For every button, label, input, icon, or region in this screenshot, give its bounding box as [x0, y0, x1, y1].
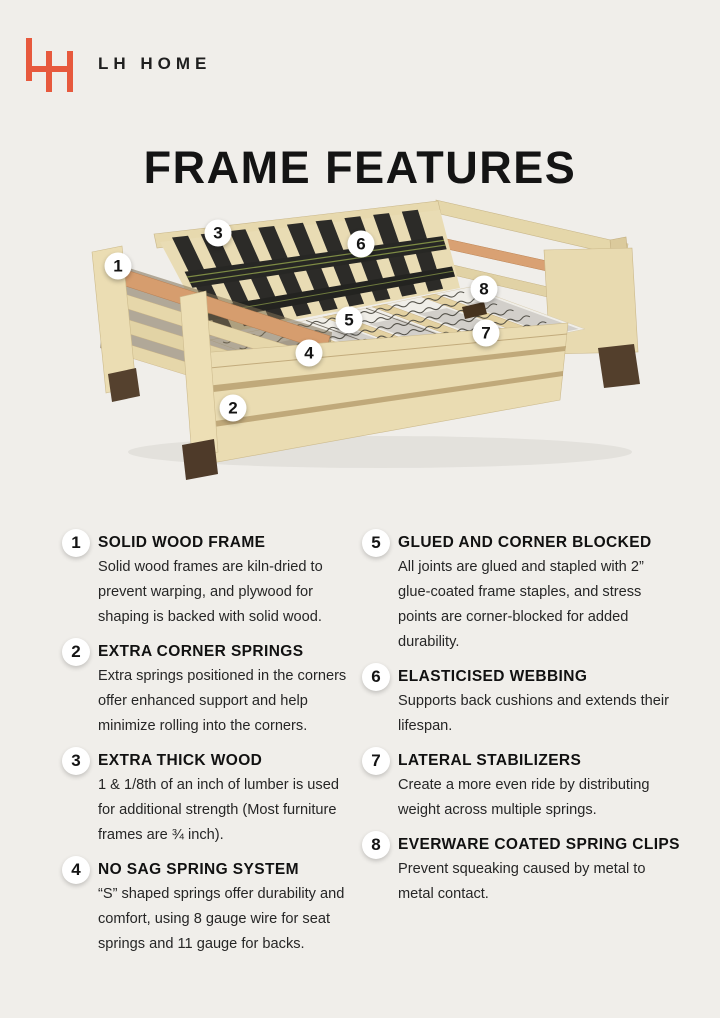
- callout-badge: 4: [296, 340, 323, 367]
- feature-text: [98, 532, 348, 630]
- feature-number-badge: 3: [62, 747, 90, 775]
- feature-number-badge: 2: [62, 638, 90, 666]
- callout-badge: 3: [205, 220, 232, 247]
- callout-badge: 6: [348, 231, 375, 258]
- feature-title: GLUED AND CORNER BLOCKED: [398, 534, 652, 551]
- feature-text: [398, 750, 680, 823]
- feature-body: “S” shaped springs offer durability and comfort, using 8 gauge wire for seat springs and 11 gauge for backs.: [98, 886, 345, 952]
- feature-title: LATERAL STABILIZERS: [398, 752, 582, 769]
- feature-item: [362, 532, 680, 655]
- feature-item: [62, 859, 348, 957]
- callout-badge: 5: [336, 307, 363, 334]
- feature-title: EXTRA CORNER SPRINGS: [98, 643, 304, 660]
- feature-body: All joints are glued and stapled with 2” glue-coated frame staples, and stress points are corner-blocked for added durability.: [398, 559, 644, 650]
- feature-text: [398, 666, 680, 739]
- feature-text: [398, 834, 680, 907]
- feature-item: [362, 750, 680, 823]
- callout-layer: [80, 190, 640, 480]
- feature-column-right: [362, 532, 680, 968]
- feature-title: EXTRA THICK WOOD: [98, 752, 263, 769]
- brand-name: LH HOME: [98, 54, 212, 73]
- feature-item: [62, 750, 348, 848]
- page-title: FRAME FEATURES: [143, 142, 577, 194]
- feature-body: Extra springs positioned in the corners offer enhanced support and help minimize rolling into the corners.: [98, 668, 347, 734]
- feature-item: [362, 834, 680, 907]
- feature-list: [62, 532, 680, 968]
- feature-item: [62, 532, 348, 630]
- feature-text: [398, 532, 680, 655]
- feature-title: SOLID WOOD FRAME: [98, 534, 266, 551]
- feature-body: Supports back cushions and extends their lifespan.: [398, 693, 669, 734]
- feature-item: [62, 641, 348, 739]
- callout-badge: 2: [220, 395, 247, 422]
- frame-illustration: [80, 190, 640, 480]
- callout-badge: 7: [473, 320, 500, 347]
- feature-body: 1 & 1/8th of an inch of lumber is used for additional strength (Most furniture frames are ¾ inch).: [98, 777, 339, 843]
- lh-monogram-icon: [24, 36, 74, 92]
- feature-title: NO SAG SPRING SYSTEM: [98, 861, 299, 878]
- feature-number-badge: 6: [362, 663, 390, 691]
- feature-text: [98, 750, 348, 848]
- feature-number-badge: 1: [62, 529, 90, 557]
- callout-badge: 8: [471, 276, 498, 303]
- feature-body: Solid wood frames are kiln-dried to prevent warping, and plywood for shaping is backed with solid wood.: [98, 559, 323, 625]
- feature-text: [98, 641, 348, 739]
- feature-title: ELASTICISED WEBBING: [398, 668, 588, 685]
- callout-badge: 1: [105, 253, 132, 280]
- feature-number-badge: 5: [362, 529, 390, 557]
- feature-text: [98, 859, 348, 957]
- feature-body: Prevent squeaking caused by metal to metal contact.: [398, 861, 646, 902]
- feature-number-badge: 7: [362, 747, 390, 775]
- feature-column-left: [62, 532, 348, 968]
- brand-logo: [24, 36, 211, 92]
- feature-item: [362, 666, 680, 739]
- feature-title: EVERWARE COATED SPRING CLIPS: [398, 836, 680, 853]
- feature-number-badge: 4: [62, 856, 90, 884]
- feature-number-badge: 8: [362, 831, 390, 859]
- feature-body: Create a more even ride by distributing weight across multiple springs.: [398, 777, 650, 818]
